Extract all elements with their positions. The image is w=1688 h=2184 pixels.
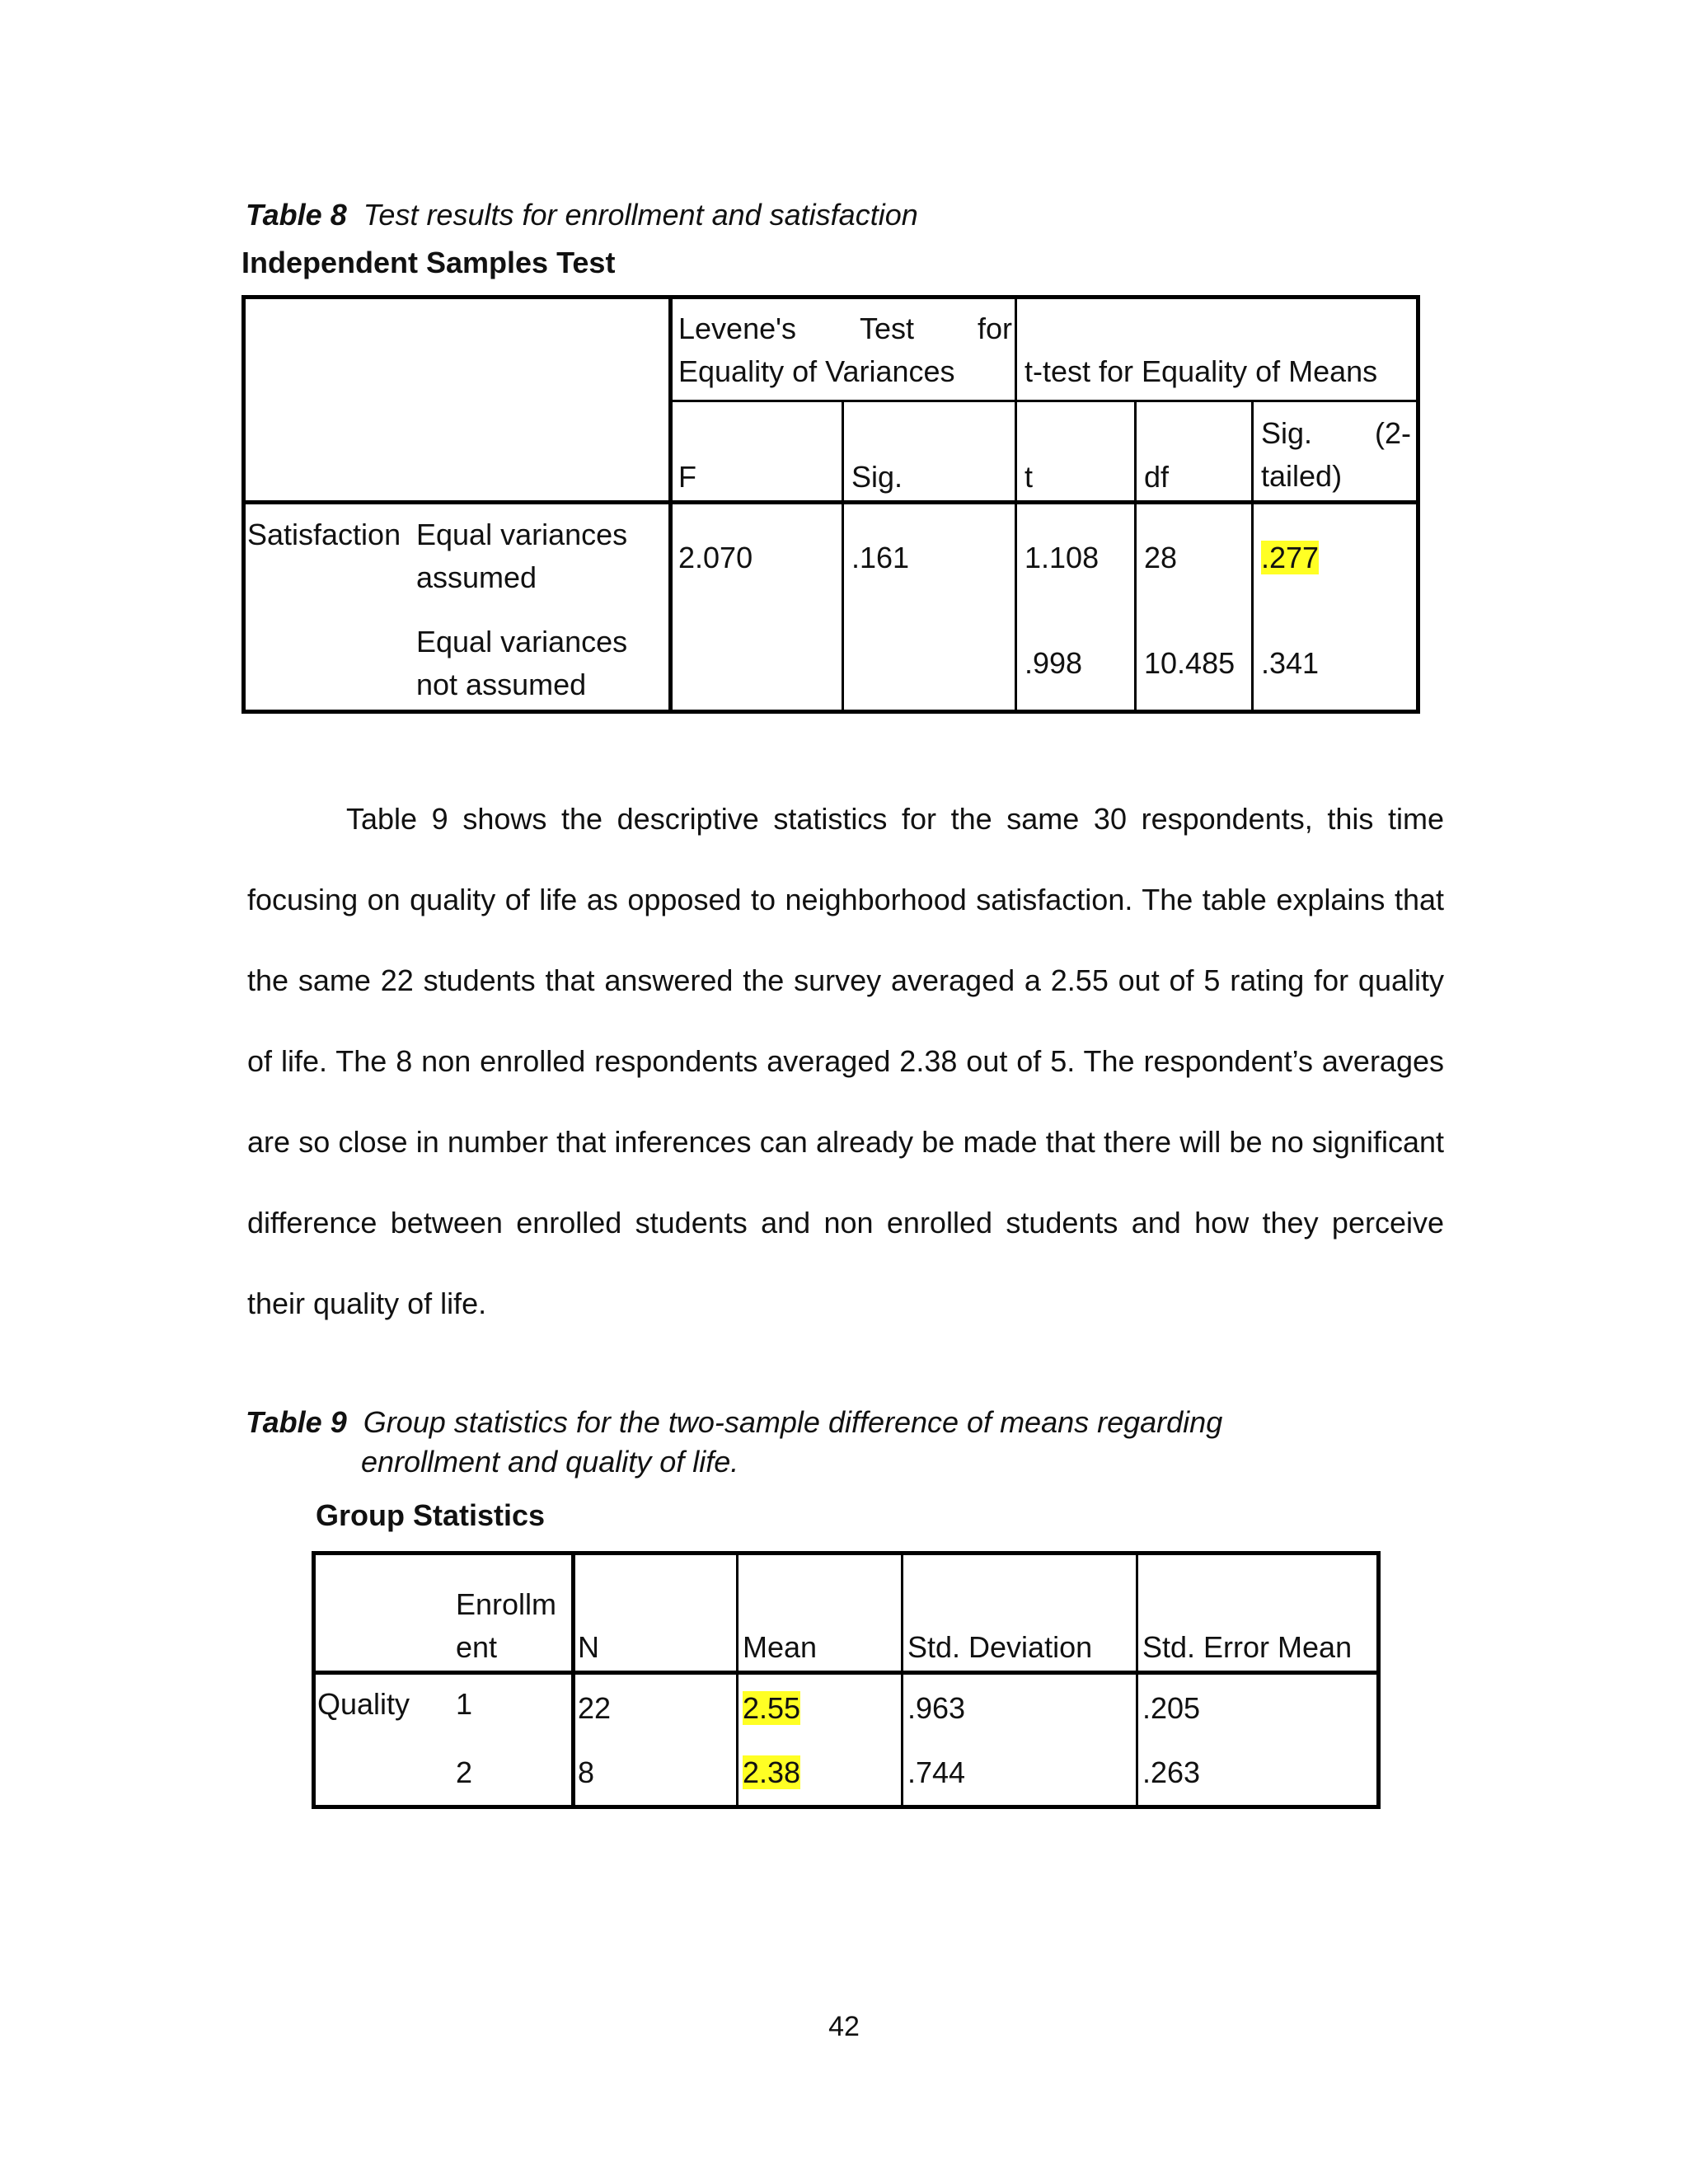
t9-row2-sd: .744 bbox=[907, 1755, 966, 1789]
t9-row2-sem: .263 bbox=[1142, 1755, 1201, 1789]
table9 bbox=[312, 1551, 1381, 1809]
levene-header-line2: Equality of Variances bbox=[678, 354, 955, 388]
table9-heading: Group Statistics bbox=[316, 1498, 546, 1532]
col-header-enrollment-line2: ent bbox=[456, 1630, 498, 1664]
table8-divider bbox=[668, 400, 1416, 402]
levene-header-w2: Test bbox=[859, 312, 914, 345]
t9-row1-mean-highlight: 2.55 bbox=[743, 1691, 801, 1725]
row1-df: 28 bbox=[1144, 541, 1178, 574]
page-number: 42 bbox=[828, 2011, 860, 2042]
row1-label bbox=[416, 513, 627, 599]
row2-label bbox=[416, 621, 627, 706]
table8-divider bbox=[842, 400, 844, 710]
row2-t: .998 bbox=[1025, 646, 1083, 680]
col-header-f: F bbox=[678, 460, 696, 494]
table8-divider bbox=[1134, 400, 1137, 710]
body-paragraph bbox=[247, 779, 1444, 1344]
t9-row1-sem: .205 bbox=[1142, 1691, 1201, 1725]
table9-divider bbox=[1136, 1555, 1138, 1805]
col-header-sig2-line2: tailed) bbox=[1261, 459, 1343, 493]
col-header-sig: Sig. bbox=[851, 460, 903, 494]
col-header-sig2-w1: Sig. bbox=[1261, 416, 1313, 450]
col-header-enrollment bbox=[456, 1583, 556, 1669]
col-header-sig2 bbox=[1261, 412, 1411, 498]
table8-divider bbox=[1251, 400, 1254, 710]
levene-header-w1: Levene's bbox=[678, 312, 796, 345]
table9-divider bbox=[316, 1671, 1376, 1675]
col-header-sig2-w2: (2- bbox=[1375, 416, 1411, 450]
table8-caption-text: Test results for enrollment and satisfaction bbox=[363, 198, 918, 232]
levene-header bbox=[678, 307, 1012, 393]
table9-caption-line2: enrollment and quality of life. bbox=[361, 1445, 739, 1479]
t9-row2-mean bbox=[743, 1751, 800, 1794]
row1-f: 2.070 bbox=[678, 541, 753, 574]
table8-divider bbox=[668, 299, 673, 710]
table9-divider bbox=[901, 1555, 903, 1805]
col-header-mean: Mean bbox=[743, 1630, 818, 1664]
row1-label-line2: assumed bbox=[416, 560, 537, 594]
col-header-enrollment-line1: Enrollm bbox=[456, 1587, 557, 1621]
t9-row2-mean-highlight: 2.38 bbox=[743, 1755, 801, 1789]
table8-divider bbox=[246, 500, 1416, 504]
row-group-satisfaction: Satisfaction bbox=[247, 518, 401, 551]
row2-df: 10.485 bbox=[1144, 646, 1236, 680]
t9-row2-enroll: 2 bbox=[456, 1755, 473, 1789]
table8-divider bbox=[1015, 299, 1017, 710]
t9-row1-n: 22 bbox=[578, 1691, 612, 1725]
col-header-n: N bbox=[578, 1630, 599, 1664]
row1-sig: .161 bbox=[851, 541, 910, 574]
t9-row1-sd: .963 bbox=[907, 1691, 966, 1725]
body-paragraph-text: Table 9 shows the descriptive statistics for the same 30 respondents, this time focusing on quality of life as opposed to neighborhood satisfaction. The table explains that the same 22 students that answered the survey averaged a 2.55 out of 5 rating for quality of life. The 8 non enrolled respondents averaged 2.38 out of 5. The respondent’s averages are so close in number that inferences can already be made that there will be no significant difference between enrolled students and non enrolled students and how they perceive their quality of life. bbox=[247, 802, 1444, 1320]
col-header-t: t bbox=[1025, 460, 1034, 494]
t9-row1-mean bbox=[743, 1687, 800, 1730]
col-header-df: df bbox=[1144, 460, 1170, 494]
table9-divider bbox=[571, 1555, 575, 1805]
table8-heading: Independent Samples Test bbox=[241, 246, 616, 279]
levene-header-w3: for bbox=[977, 312, 1012, 345]
table9-divider bbox=[736, 1555, 738, 1805]
t9-row2-n: 8 bbox=[578, 1755, 595, 1789]
row1-sig2-highlight: .277 bbox=[1261, 541, 1320, 574]
table9-caption-number: Table 9 bbox=[246, 1405, 347, 1439]
row1-label-line1: Equal variances bbox=[416, 518, 628, 551]
row1-sig2 bbox=[1261, 537, 1319, 579]
row2-label-line1: Equal variances bbox=[416, 625, 628, 658]
row1-t: 1.108 bbox=[1025, 541, 1100, 574]
col-header-std-deviation: Std. Deviation bbox=[907, 1630, 1093, 1664]
table8-caption-number: Table 8 bbox=[246, 198, 347, 232]
table8-caption bbox=[246, 198, 918, 232]
row2-label-line2: not assumed bbox=[416, 668, 587, 701]
table9-caption bbox=[246, 1403, 1222, 1482]
table9-caption-line1: Group statistics for the two-sample difference of means regarding bbox=[363, 1405, 1223, 1439]
t9-row1-enroll: 1 bbox=[456, 1687, 473, 1721]
col-header-std-error-mean: Std. Error Mean bbox=[1142, 1630, 1353, 1664]
row2-sig2: .341 bbox=[1261, 646, 1320, 680]
table8 bbox=[241, 295, 1420, 714]
row-group-quality: Quality bbox=[317, 1687, 410, 1721]
ttest-header: t-test for Equality of Means bbox=[1025, 354, 1378, 388]
